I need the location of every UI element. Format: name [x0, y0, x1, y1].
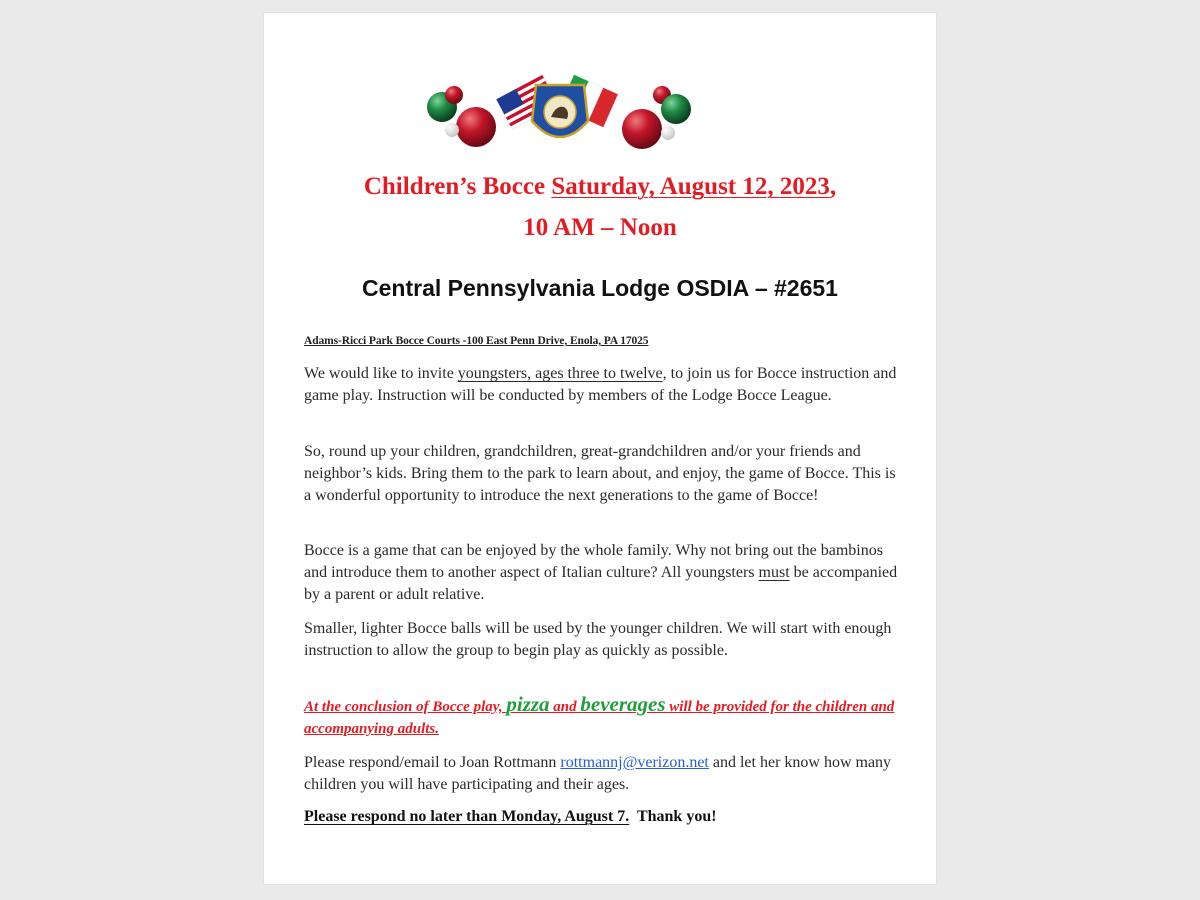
event-address: Adams-Ricci Park Bocce Courts -100 East Penn Drive, Enola, PA 17025 [304, 335, 649, 347]
rsvp-paragraph: Please respond/email to Joan Rottmann rottmannj@verizon.net and let her know how many children you will have participating and their ages. [304, 754, 892, 793]
event-date: Saturday, August 12, 2023 [551, 173, 830, 200]
lodge-seal-icon [532, 85, 588, 137]
title-text: Children’s Bocce [363, 173, 552, 200]
title-suffix: , [829, 173, 837, 200]
food-announcement: At the conclusion of Bocce play, pizza and beverages will be provided for the children and accompanying adults. [304, 692, 895, 737]
event-time: 10 AM – Noon [523, 214, 677, 241]
lodge-name: Central Pennsylvania Lodge OSDIA – #2651 [362, 275, 838, 301]
header-logo [424, 57, 696, 167]
deadline-line [304, 808, 904, 826]
must-emphasis: must [758, 564, 790, 581]
beverages-word: beverages [580, 692, 666, 716]
rsvp-deadline: Please respond no later than Monday, August 7. [304, 808, 630, 825]
invite-paragraph: We would like to invite youngsters, ages three to twelve, to join us for Bocce instruction and game play. Instruction will be conducted by members of the Lodge Bocce League. [304, 365, 897, 404]
thank-you: Thank you! [629, 808, 717, 825]
bocce-balls-paragraph: Smaller, lighter Bocce balls will be used by the younger children. We will start with enough instruction to allow the group to begin play as quickly as possible. [304, 620, 892, 659]
bocce-balls-right-icon [622, 86, 691, 149]
roundup-paragraph: So, round up your children, grandchildren, great-grandchildren and/or your friends and neighbor’s kids. Bring them to the park to learn about, and enjoy, the game of Bocce. This is a wonderful opportunity to introduce the next generations to the game of Bocce! [304, 443, 896, 504]
age-range: youngsters, ages three to twelve [457, 365, 663, 382]
flyer-page [264, 13, 936, 884]
email-link[interactable]: rottmannj@verizon.net [560, 754, 709, 771]
bocce-balls-left-icon [427, 86, 496, 147]
event-title [264, 173, 936, 201]
family-paragraph: Bocce is a game that can be enjoyed by the whole family. Why not bring out the bambinos and introduce them to another aspect of Italian culture? All youngsters must be accompanied by a parent or adult relative. [304, 542, 898, 603]
pizza-word: pizza [506, 692, 550, 716]
